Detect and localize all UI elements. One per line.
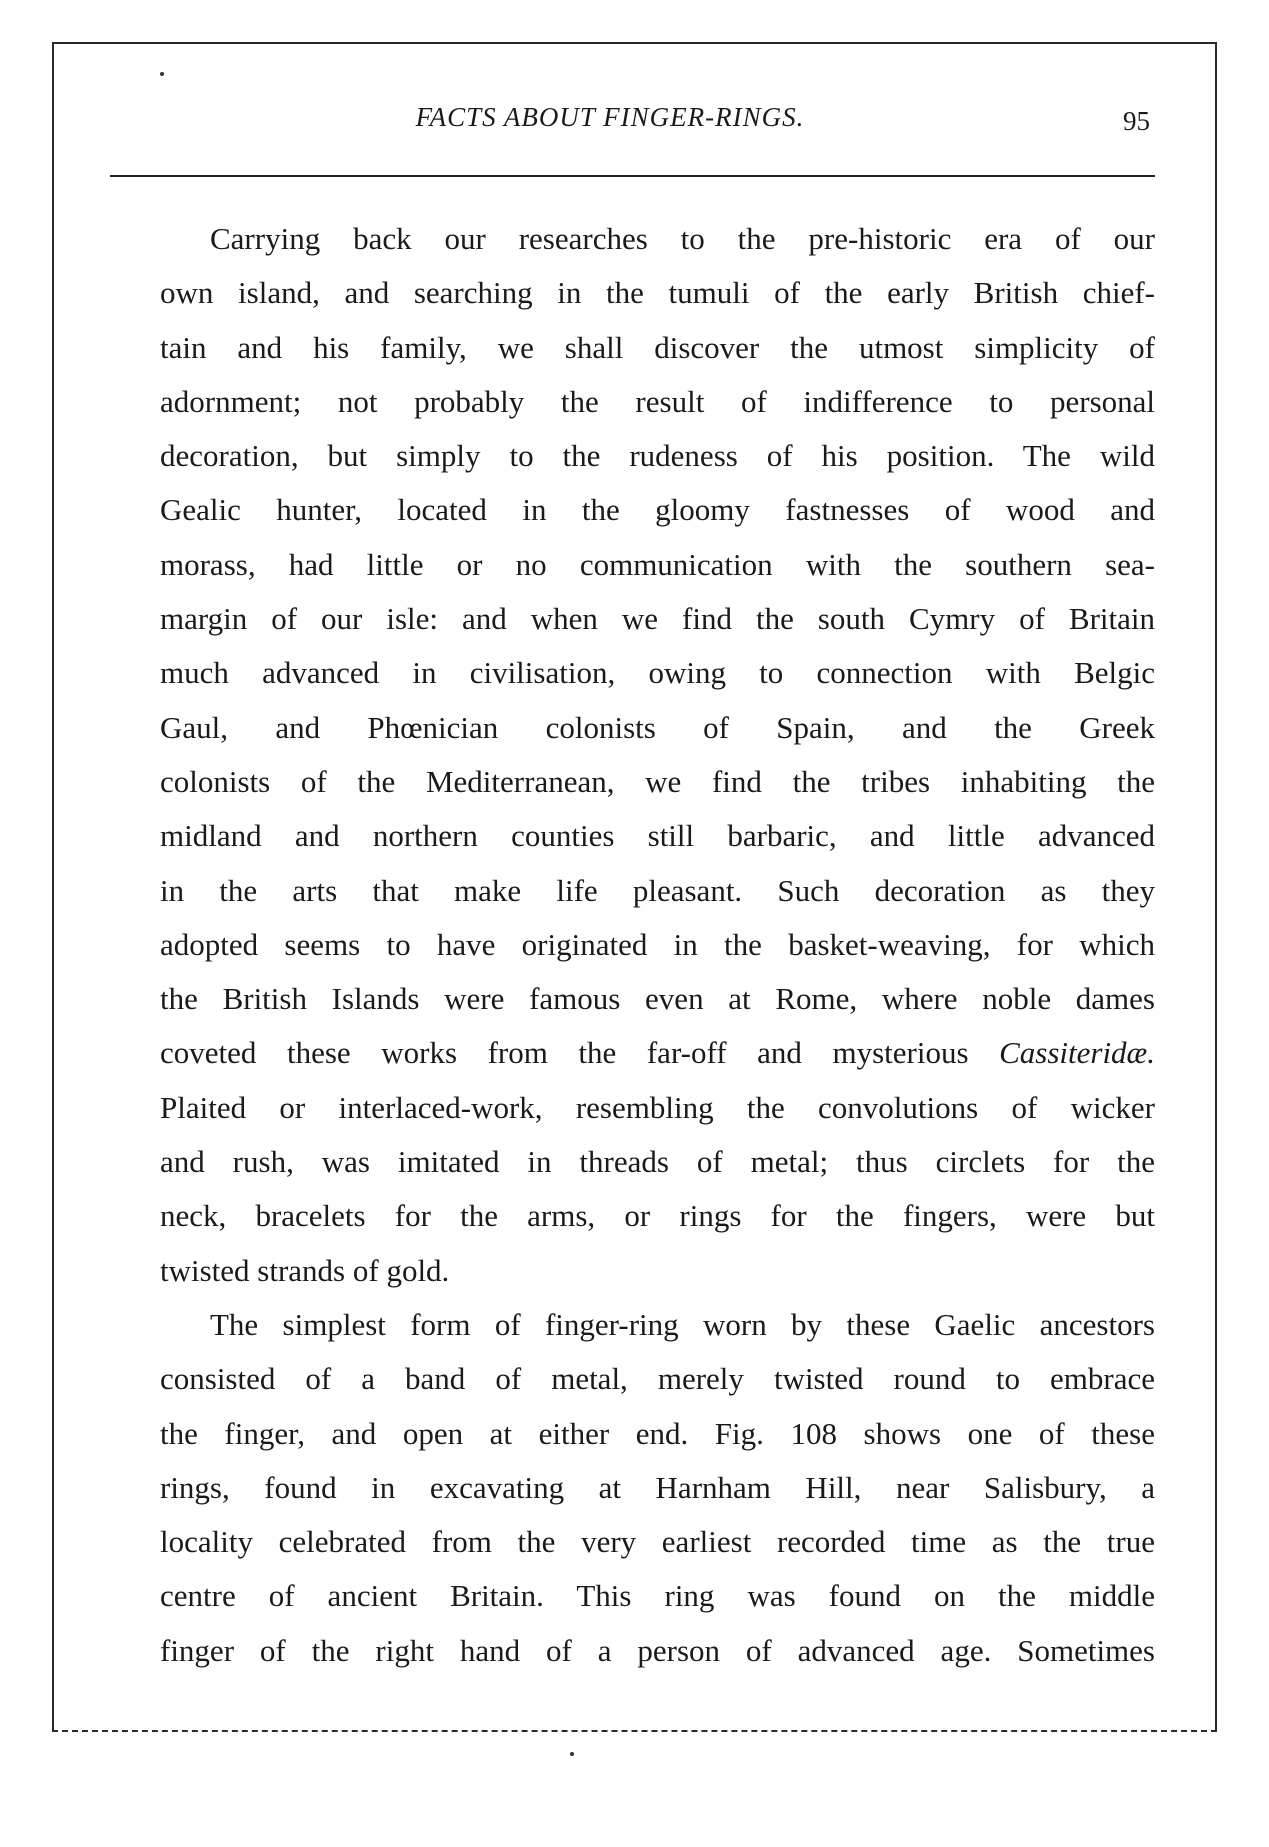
- text-line: and rush, was imitated in threads of metal; thus circlets for the: [160, 1144, 1155, 1180]
- header-rule: [110, 175, 1155, 177]
- page-number: 95: [1123, 106, 1150, 136]
- text-line: the finger, and open at either end. Fig. 108 shows one of these: [160, 1415, 1155, 1451]
- text-line: centre of ancient Britain. This ring was found on the middle: [160, 1578, 1155, 1614]
- text-line: own island, and searching in the tumuli of the early British chief-: [160, 275, 1155, 311]
- text-line: margin of our isle: and when we find the south Cymry of Britain: [160, 601, 1155, 637]
- text-line: Gaul, and Phœnician colonists of Spain, and the Greek: [160, 709, 1155, 745]
- body-text: [110, 212, 1155, 1678]
- running-title: FACTS ABOUT FINGER-RINGS.: [415, 102, 805, 132]
- text-line: midland and northern counties still barbaric, and little advanced: [160, 818, 1155, 854]
- text-line: morass, had little or no communication with the southern sea-: [160, 546, 1155, 582]
- text-line: Carrying back our researches to the pre-historic era of our: [210, 221, 1155, 256]
- ink-speck: [160, 72, 164, 76]
- text-line: colonists of the Mediterranean, we find the tribes inhabiting the: [160, 763, 1155, 799]
- text-line: locality celebrated from the very earliest recorded time as the true: [160, 1524, 1155, 1560]
- text-line: decoration, but simply to the rudeness of his position. The wild: [160, 438, 1155, 474]
- text-line: twisted strands of gold.: [160, 1252, 450, 1288]
- text-line: coveted these works from the far-off and mysterious: [160, 1035, 969, 1071]
- text-line: Plaited or interlaced-work, resembling the convolutions of wicker: [160, 1089, 1155, 1125]
- text-line: adornment; not probably the result of indifference to personal: [160, 383, 1155, 419]
- text-line: tain and his family, we shall discover the utmost simplicity of: [160, 329, 1155, 365]
- text-line: the British Islands were famous even at Rome, where noble dames: [160, 981, 1155, 1017]
- italic-term: Cassiteridæ.: [999, 1035, 1155, 1071]
- text-line: Gealic hunter, located in the gloomy fastnesses of wood and: [160, 492, 1155, 528]
- text-line: much advanced in civilisation, owing to connection with Belgic: [160, 655, 1155, 691]
- page-frame-bottom-border: [52, 1730, 1217, 1732]
- text-line: adopted seems to have originated in the basket-weaving, for which: [160, 926, 1155, 962]
- page-frame-right-border: [1215, 42, 1217, 1732]
- text-line: rings, found in excavating at Harnham Hill, near Salisbury, a: [160, 1469, 1155, 1505]
- text-line-with-italic: [110, 1026, 1155, 1080]
- text-line: finger of the right hand of a person of advanced age. Sometimes: [160, 1632, 1155, 1668]
- text-line: neck, bracelets for the arms, or rings for the fingers, were but: [160, 1198, 1155, 1234]
- text-line: The simplest form of finger-ring worn by these Gaelic ancestors: [210, 1306, 1155, 1342]
- paragraph-2: [110, 1298, 1155, 1678]
- page-frame-left-border: [52, 42, 54, 1732]
- running-head: [110, 98, 1160, 138]
- ink-speck: [570, 1752, 574, 1756]
- paragraph-1: [110, 212, 1155, 1298]
- text-line: in the arts that make life pleasant. Such decoration as they: [160, 872, 1155, 908]
- page-frame-top-border: [52, 42, 1217, 44]
- text-line: consisted of a band of metal, merely twisted round to embrace: [160, 1361, 1155, 1397]
